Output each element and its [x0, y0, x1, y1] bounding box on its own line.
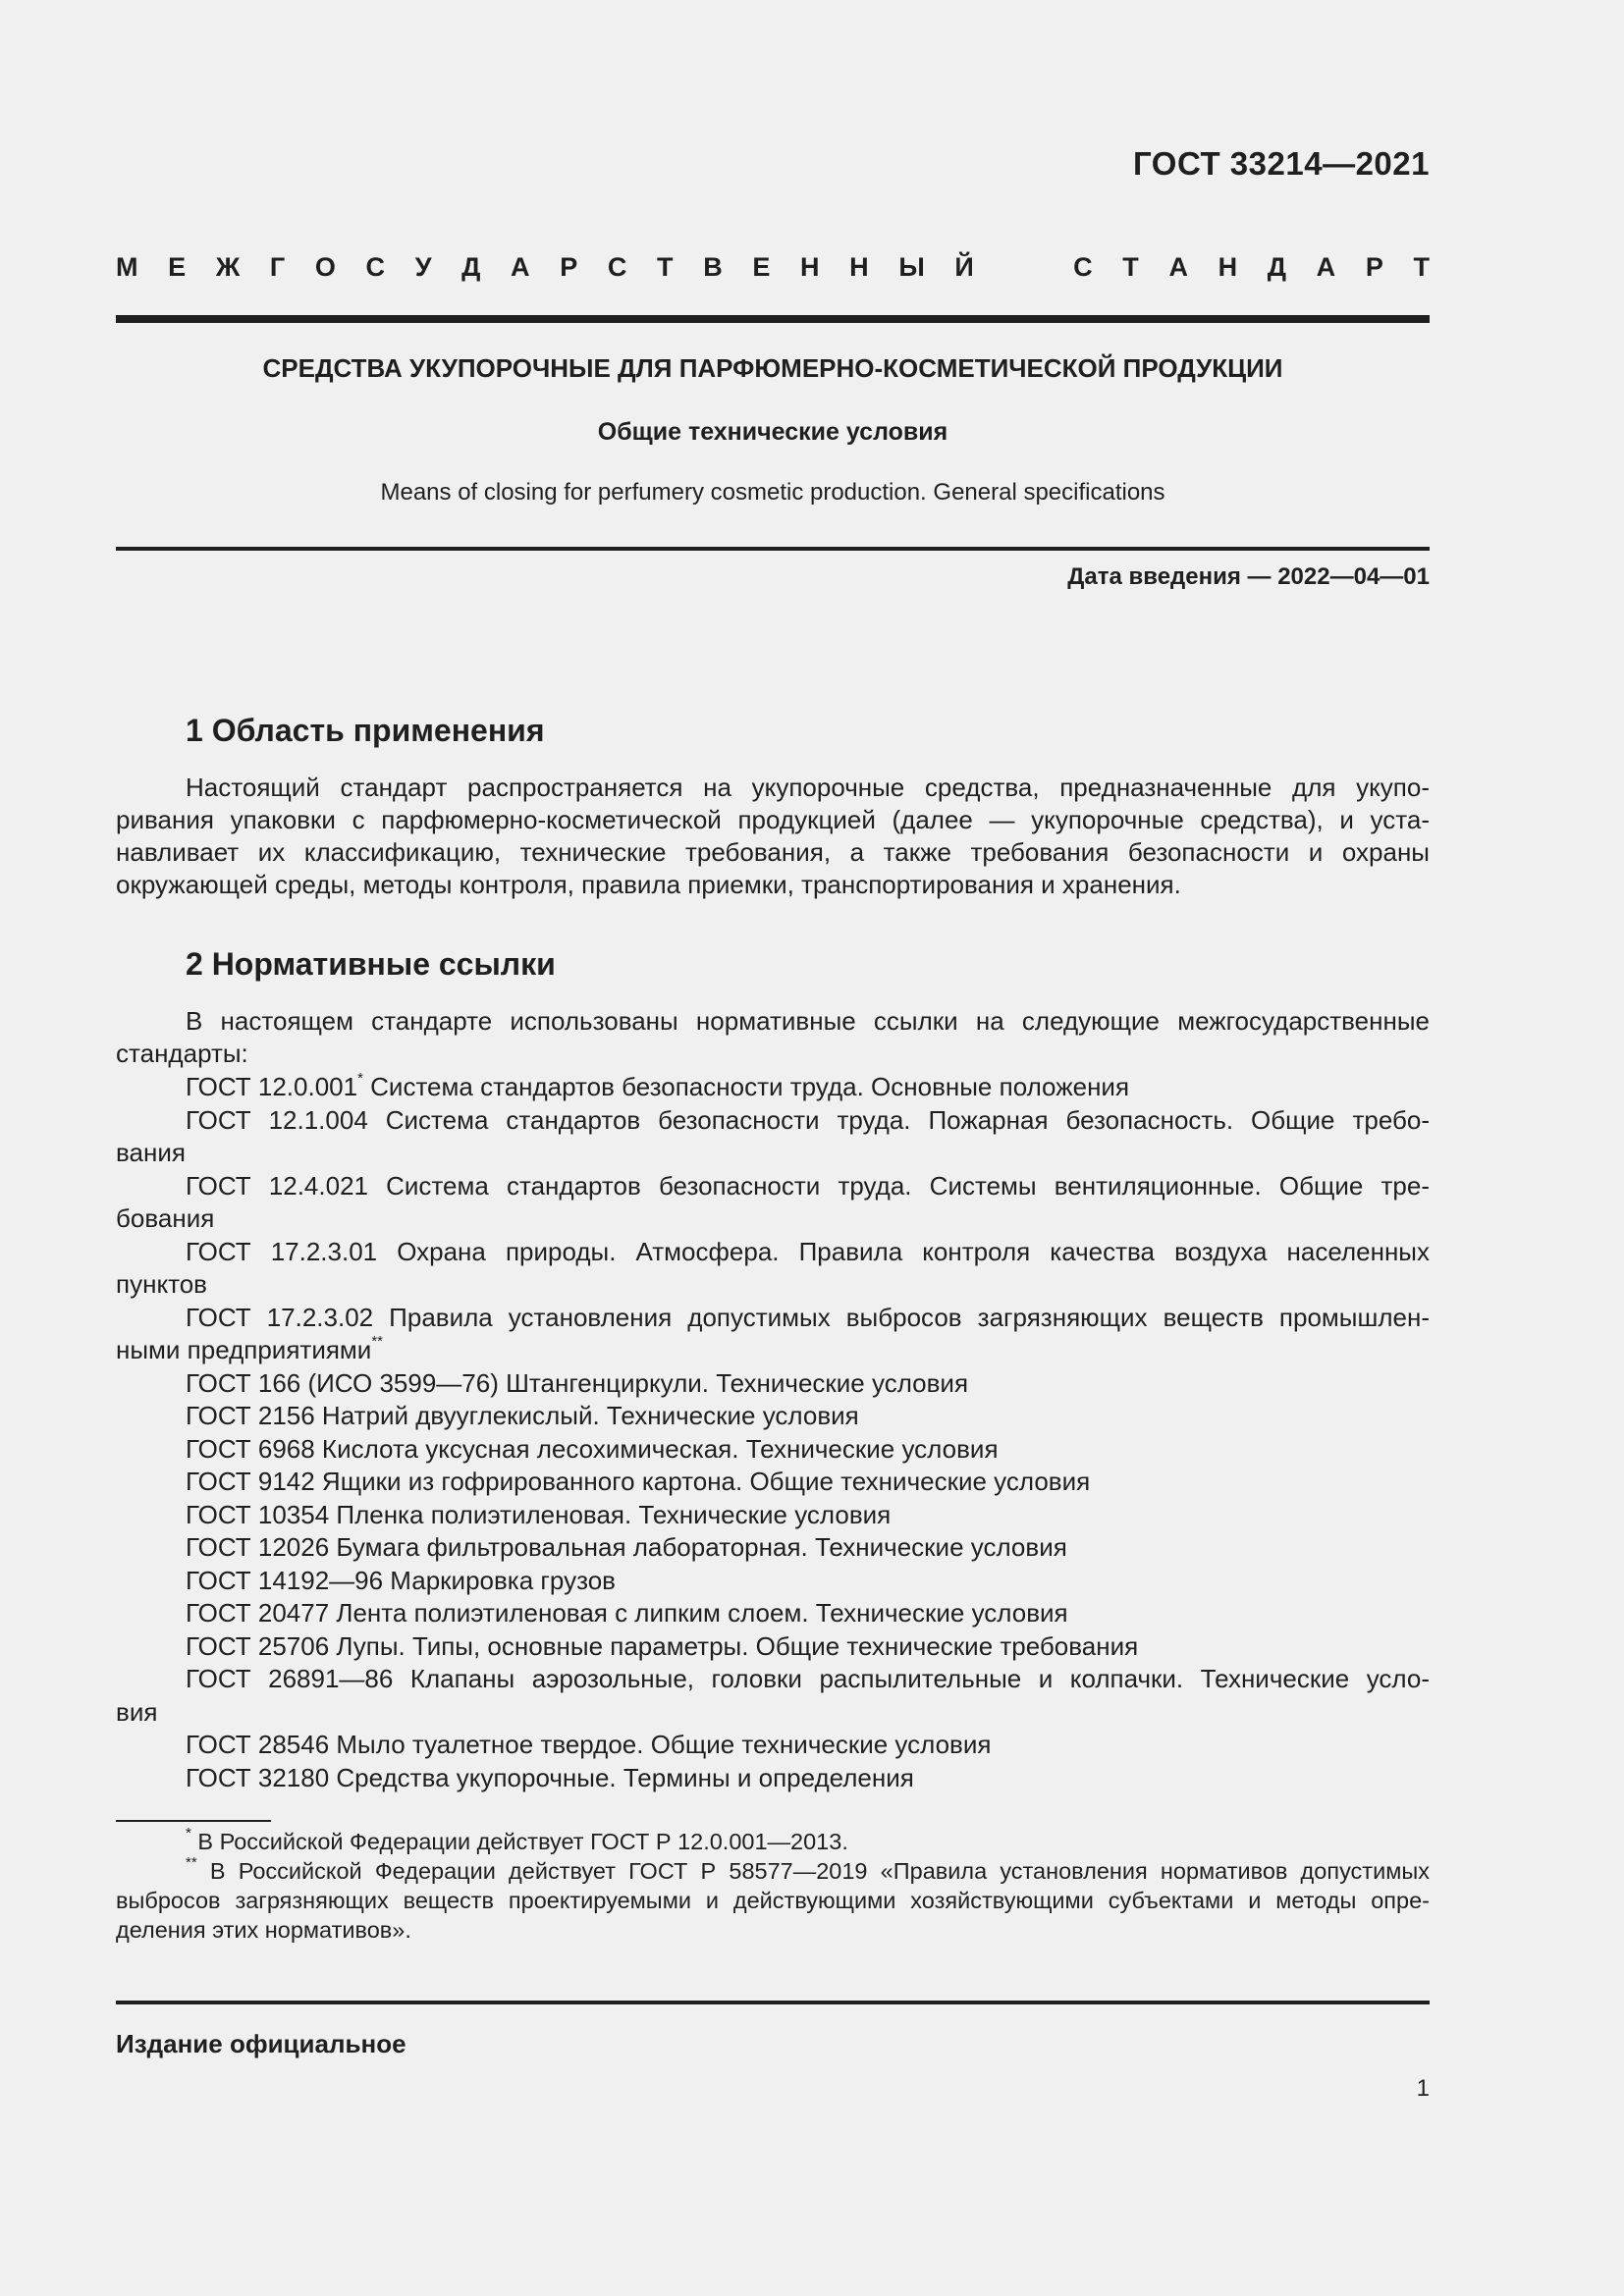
- title-bottom-rule: [116, 547, 1430, 551]
- edition-label: Издание официальное: [116, 2029, 406, 2058]
- footnote-marker: **: [186, 1854, 197, 1872]
- introduction-date: Дата введения — 2022—04—01: [1067, 563, 1430, 590]
- heading-letter: Д: [1267, 252, 1287, 282]
- reference-item: ГОСТ 6968 Кислота уксусная лесохимическая. Технические условия: [186, 1433, 999, 1464]
- heading-letter: Н: [849, 252, 869, 282]
- document-subtitle: Общие технические условия: [597, 418, 948, 446]
- heading-letter: Т: [1122, 252, 1139, 282]
- heading-letter: Р: [560, 252, 578, 282]
- heading-letter: В: [703, 252, 723, 282]
- heading-letter: О: [314, 252, 336, 282]
- reference-item: ГОСТ 20477 Лента полиэтиленовая с липким слоем. Технические условия: [186, 1598, 1068, 1628]
- heading-letter: А: [1316, 252, 1336, 282]
- heading-word-gap: [1003, 252, 1043, 283]
- reference-item: ГОСТ 28546 Мыло туалетное твердое. Общие технические условия: [186, 1730, 992, 1759]
- heading-letter: У: [414, 252, 432, 282]
- reference-item: ГОСТ 2156 Натрий двууглекислый. Технические условия: [186, 1401, 859, 1430]
- heading-letter: Т: [657, 252, 674, 282]
- text-line: окружающей среды, методы контроля, правила приемки, транспортирования и хранения.: [116, 870, 1181, 899]
- reference-item: ГОСТ 17.2.3.01 Охрана природы. Атмосфера. Правила контроля качества воздуха населенных: [186, 1236, 1430, 1266]
- section-2-intro: [116, 1005, 1430, 1070]
- heading-letter: Е: [752, 252, 771, 282]
- document-number: ГОСТ 33214—2021: [1133, 145, 1430, 182]
- reference-item-continued: ными предприятиями**: [116, 1333, 384, 1364]
- reference-item: ГОСТ 12.4.021 Система стандартов безопасности труда. Системы вентиляционные. Общие тре-: [186, 1170, 1430, 1201]
- reference-item-continued: пунктов: [116, 1269, 207, 1299]
- reference-item: ГОСТ 25706 Лупы. Типы, основные параметры. Общие технические требования: [186, 1630, 1139, 1661]
- text-line: ривания упаковки с парфюмерно-косметической продукцией (далее — укупорочные средства), и уста-: [116, 805, 1430, 834]
- section-2-heading: 2 Нормативные ссылки: [186, 946, 556, 982]
- reference-item-continued: бования: [116, 1203, 215, 1233]
- footnote-2: ** В Российской Федерации действует ГОСТ Р 58577—2019 «Правила установления нормативов допустимых: [186, 1854, 1430, 1884]
- heading-letter: Р: [1365, 252, 1383, 282]
- reference-item: ГОСТ 12026 Бумага фильтровальная лабораторная. Технические условия: [186, 1532, 1067, 1562]
- heading-letter: Т: [1413, 252, 1430, 282]
- text-line: стандарты:: [116, 1039, 248, 1068]
- document-title: СРЕДСТВА УКУПОРОЧНЫЕ ДЛЯ ПАРФЮМЕРНО-КОСМЕТИЧЕСКОЙ ПРОДУКЦИИ: [262, 353, 1283, 383]
- text-line: навливает их классификацию, технические требования, а также требования безопасности и охраны: [116, 837, 1430, 867]
- heading-letter: Ы: [898, 252, 925, 282]
- reference-item-continued: вия: [116, 1696, 158, 1727]
- heading-letter: Н: [800, 252, 820, 282]
- heading-letter: Ж: [215, 252, 241, 282]
- top-rule: [116, 315, 1430, 323]
- reference-item: ГОСТ 10354 Пленка полиэтиленовая. Технические условия: [186, 1499, 892, 1529]
- footnote-2-continued: выбросов загрязняющих веществ проектируемыми и действующими хозяйствующими субъектами и методы опре-: [116, 1888, 1430, 1913]
- reference-item: ГОСТ 26891—86 Клапаны аэрозольные, головки распылительные и колпачки. Технические усло-: [186, 1664, 1430, 1693]
- section-1-body: [116, 772, 1430, 901]
- heading-letter: С: [365, 252, 386, 282]
- reference-item: ГОСТ 32180 Средства укупорочные. Термины и определения: [186, 1762, 914, 1792]
- heading-letter: С: [607, 252, 627, 282]
- document-title-english: Means of closing for perfumery cosmetic production. General specifications: [380, 479, 1165, 506]
- footnote-marker: **: [371, 1333, 384, 1351]
- heading-letter: Н: [1218, 252, 1238, 282]
- footnote-marker: *: [357, 1070, 363, 1088]
- reference-item: ГОСТ 14192—96 Маркировка грузов: [186, 1565, 616, 1595]
- text-line: Настоящий стандарт распространяется на укупорочные средства, предназначенные для укупо-: [186, 773, 1430, 802]
- section-1-heading: 1 Область применения: [186, 713, 545, 748]
- footnote-marker: *: [186, 1825, 191, 1842]
- reference-item: ГОСТ 166 (ИСО 3599—76) Штангенциркули. Технические условия: [186, 1367, 969, 1398]
- heading-letter: М: [116, 252, 138, 282]
- heading-letter: Г: [269, 252, 286, 282]
- footnote-1: * В Российской Федерации действует ГОСТ Р 12.0.001—2013.: [186, 1825, 848, 1854]
- page-number: 1: [1416, 2075, 1430, 2102]
- text-line: В настоящем стандарте использованы нормативные ссылки на следующие межгосударственные: [186, 1006, 1430, 1036]
- footnotes: [116, 1827, 1430, 1945]
- footnote-separator: [116, 1820, 271, 1822]
- reference-item-continued: вания: [116, 1138, 186, 1167]
- heading-letter: А: [1168, 252, 1188, 282]
- footer-rule: [116, 2001, 1430, 2004]
- heading-letter: Е: [168, 252, 187, 282]
- standard-type-heading: [116, 252, 1430, 283]
- reference-item: ГОСТ 17.2.3.02 Правила установления допустимых выбросов загрязняющих веществ промышлен-: [186, 1302, 1430, 1332]
- heading-letter: А: [511, 252, 530, 282]
- reference-item: ГОСТ 12.1.004 Система стандартов безопасности труда. Пожарная безопасность. Общие требо-: [186, 1104, 1430, 1135]
- reference-item: ГОСТ 9142 Ящики из гофрированного картона. Общие технические условия: [186, 1467, 1091, 1496]
- normative-references-list: [116, 1071, 1430, 1794]
- document-page: [116, 0, 1430, 2296]
- heading-letter: Й: [954, 252, 974, 282]
- heading-letter: С: [1073, 252, 1093, 282]
- heading-letter: Д: [461, 252, 481, 282]
- footnote-2-continued: деления этих нормативов».: [116, 1917, 411, 1943]
- reference-item: ГОСТ 12.0.001* Система стандартов безопасности труда. Основные положения: [186, 1070, 1130, 1101]
